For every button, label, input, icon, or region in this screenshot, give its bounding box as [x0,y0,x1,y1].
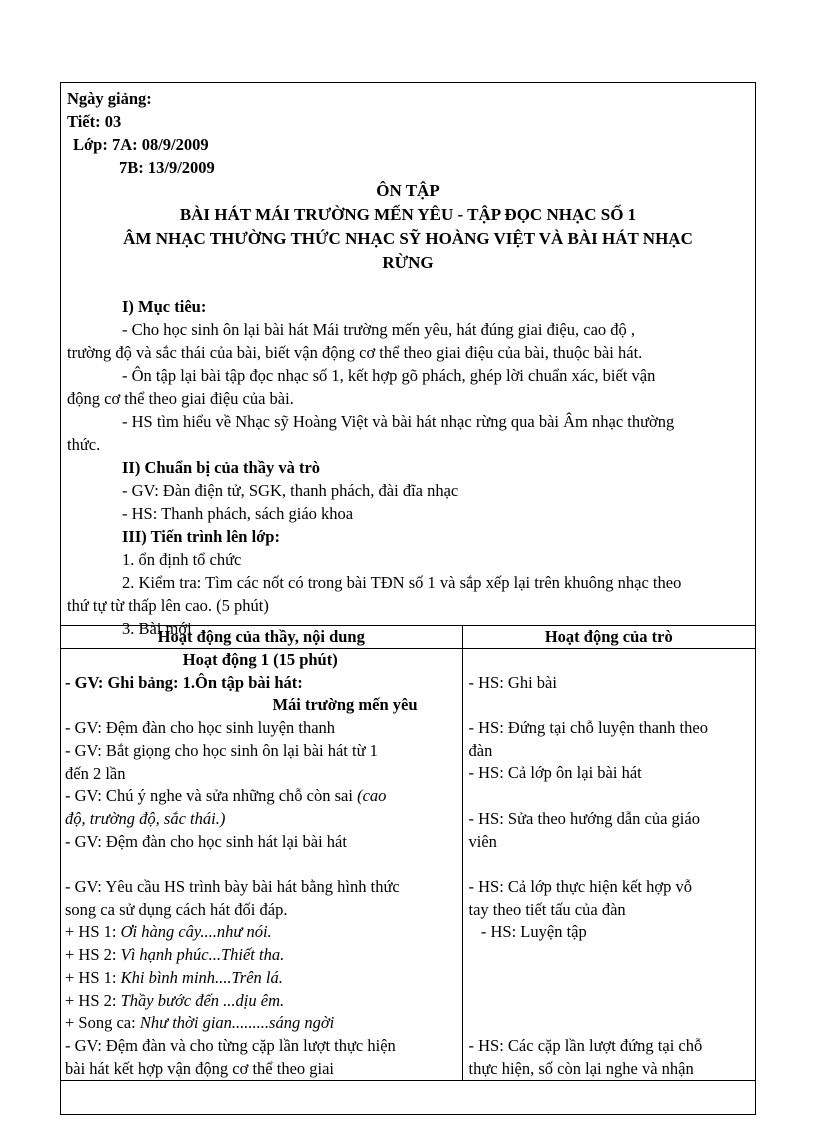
objective-2a: - Ôn tập lại bài tập đọc nhạc số 1, kết hợp gõ phách, ghép lời chuẩn xác, biết vận [122,366,656,385]
date-label: Ngày giảng: [67,89,152,108]
student-activities-cell [462,649,755,1081]
student-review: - HS: Cả lớp ôn lại bài hát [468,763,642,783]
duet-lyric: Vì hạnh phúc...Thiết tha. [120,945,285,965]
teacher-fix-a [65,785,456,808]
preparation-teacher: - GV: Đàn điện tử, SGK, thanh phách, đài đĩa nhạc [122,481,459,500]
lesson-plan-page [60,82,756,1115]
board-note: - GV: Ghi bảng: 1.Ôn tập bài hát: [65,672,303,692]
teacher-fix-text: - GV: Chú ý nghe và sửa những chỗ còn sai [65,786,358,806]
duet-hs1-b [65,967,456,990]
student-warm-a: - HS: Đứng tại chỗ luyện thanh theo [468,718,708,738]
duet-hs2-b [65,990,456,1013]
teacher-fix-b: độ, trường độ, sắc thái.) [65,808,226,828]
duet-label: + HS 1: [65,967,121,987]
duet-song-ca [65,1012,456,1035]
process-step-2a: 2. Kiểm tra: Tìm các nốt có trong bài TĐN số 1 và sắp xếp lại trên khuông nhạc theo [122,573,682,592]
col-student-header: Hoạt động của trò [462,626,755,649]
student-pairs-a: - HS: Các cặp lần lượt đứng tại chỗ [468,1035,703,1055]
teacher-pairs-b: bài hát kết hợp vận động cơ thể theo giai [65,1058,335,1078]
process-heading: III) Tiến trình lên lớp: [122,527,280,546]
title-line-4: RỪNG [382,253,434,272]
student-clap-b: tay theo tiết tấu của đàn [468,899,626,919]
objective-3a: - HS tìm hiểu về Nhạc sỹ Hoàng Việt và bài hát nhạc rừng qua bài Âm nhạc thường [122,412,675,431]
process-step-3: 3. Bài mới [122,619,192,638]
title-line-1: ÔN TẬP [376,181,440,200]
song-title: Mái trường mến yêu [272,695,418,715]
lesson-number: Tiết: 03 [67,112,122,131]
student-fix-a: - HS: Sửa theo hướng dẫn của giáo [468,808,700,828]
student-pairs-b: thực hiện, số còn lại nghe và nhận [468,1058,694,1078]
teacher-duet-b: song ca sử dụng cách hát đối đáp. [65,899,288,919]
process-step-1: 1. ổn định tổ chức [122,550,242,569]
objective-3b: thức. [67,435,101,454]
teacher-duet-a: - GV: Yêu cầu HS trình bày bài hát bằng hình thức [65,877,400,897]
teacher-accomp: - GV: Đệm đàn cho học sinh hát lại bài hát [65,831,347,851]
duet-hs2-a [65,944,456,967]
student-practice: - HS: Luyện tập [468,922,587,942]
teacher-pitch-b: đến 2 lần [65,763,126,783]
student-note: - HS: Ghi bài [468,672,557,692]
activity-table-wrapper [61,625,755,1081]
duet-label: + HS 2: [65,990,121,1010]
preparation-student: - HS: Thanh phách, sách giáo khoa [122,504,354,523]
preparation-heading: II) Chuẩn bị của thầy và trò [122,458,321,477]
objective-1b: trường độ và sắc thái của bài, biết vận động cơ thể theo giai điệu của bài, thuộc bài hát. [67,343,643,362]
teacher-pairs-a: - GV: Đệm đàn và cho từng cặp lần lượt thực hiện [65,1035,396,1055]
teacher-fix-italic: (cao [357,786,387,806]
objectives-heading: I) Mục tiêu: [122,297,207,316]
title-line-3: ÂM NHẠC THƯỜNG THỨC NHẠC SỸ HOÀNG VIỆT VÀ BÀI HÁT NHẠC [123,229,693,248]
duet-label: + HS 2: [65,945,121,965]
process-step-2b: thứ tự từ thấp lên cao. (5 phút) [67,596,269,615]
duet-lyric: Ơi hàng cây....như nói. [120,922,272,942]
activity-table [61,625,755,1081]
duet-label: + Song ca: [65,1013,140,1033]
duet-label: + HS 1: [65,922,121,942]
teacher-activities-cell [61,649,462,1081]
teacher-pitch-a: - GV: Bắt giọng cho học sinh ôn lại bài hát từ 1 [65,740,378,760]
objective-2b: động cơ thể theo giai điệu của bài. [67,389,294,408]
title-line-2: BÀI HÁT MÁI TRƯỜNG MẾN YÊU - TẬP ĐỌC NHẠC SỐ 1 [179,205,637,224]
objective-1a: - Cho học sinh ôn lại bài hát Mái trường mến yêu, hát đúng giai điệu, cao độ , [122,320,636,339]
student-clap-a: - HS: Cả lớp thực hiện kết hợp vỗ [468,876,692,896]
student-fix-b: viên [468,831,497,851]
duet-lyric: Như thời gian.........sáng ngời [139,1013,335,1033]
class-7b: 7B: 13/9/2009 [119,158,215,177]
duet-lyric: Khi bình minh....Trên lá. [120,967,283,987]
teacher-warmup: - GV: Đệm đàn cho học sinh luyện thanh [65,718,336,738]
class-7a: Lớp: 7A: 08/9/2009 [73,135,209,154]
student-warm-b: đàn [468,740,493,760]
col-teacher-header: Hoạt động của thầy, nội dung [61,626,462,649]
table-header-row [61,626,755,649]
duet-hs1-a [65,921,456,944]
activity-title: Hoạt động 1 (15 phút) [182,650,338,669]
table-row [61,649,755,1081]
duet-lyric: Thầy bước đến ...dịu êm. [120,990,285,1010]
